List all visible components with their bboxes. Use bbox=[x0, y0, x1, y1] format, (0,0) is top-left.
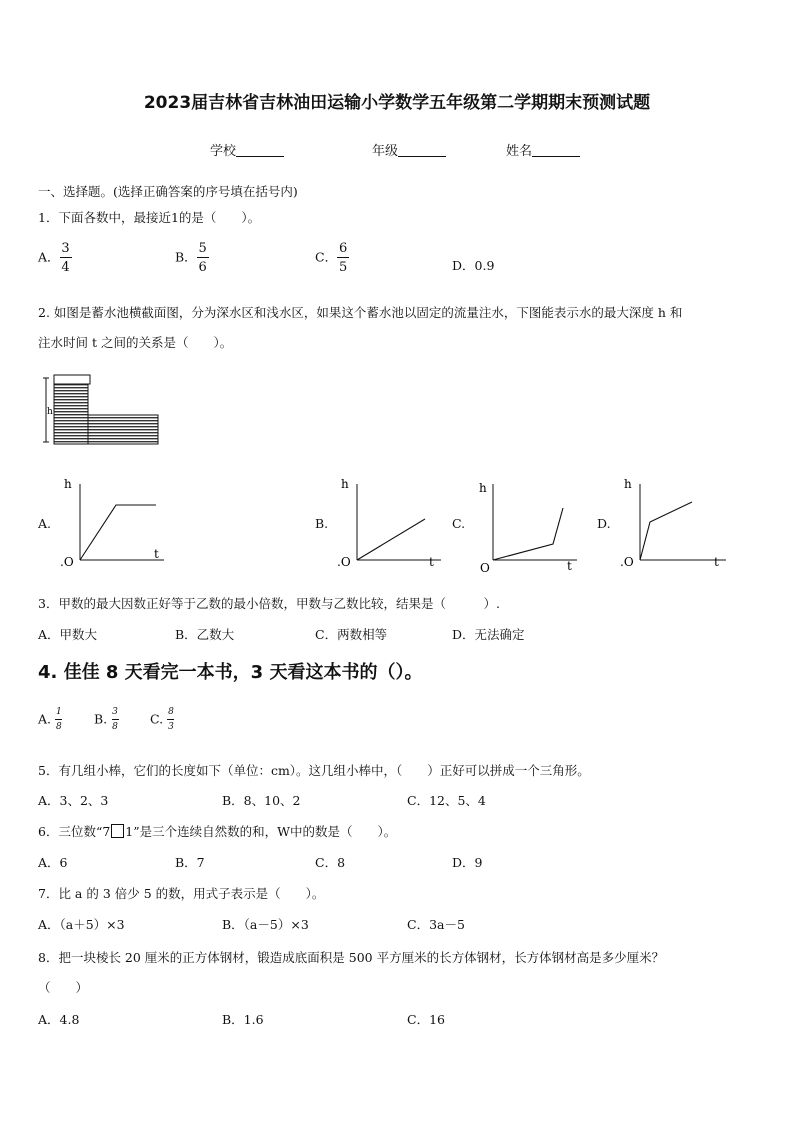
q1-c-num: 6 bbox=[338, 241, 348, 256]
graph-c-t-label: t bbox=[567, 559, 572, 573]
graph-b-h-label: h bbox=[341, 477, 349, 491]
graph-a-curve bbox=[80, 505, 156, 560]
q5-option-b: B．8、10、2 bbox=[222, 793, 301, 808]
graph-b-origin: .O bbox=[337, 555, 351, 569]
section-heading: 一、选择题。(选择正确答案的序号填在括号内) bbox=[38, 184, 298, 199]
question-5: 5．有几组小棒，它们的长度如下（单位：cm）。这几组小棒中，（ ）正好可以拼成一个三角形。 bbox=[38, 763, 590, 778]
q3-option-b: B．乙数大 bbox=[175, 627, 235, 642]
graph-a-h-label: h bbox=[64, 477, 72, 491]
q5-option-a: A．3、2、3 bbox=[38, 793, 109, 808]
question-1: 1．下面各数中，最接近1的是（ ）。 bbox=[38, 210, 261, 225]
question-3: 3．甲数的最大因数正好等于乙数的最小倍数，甲数与乙数比较，结果是（ ）. bbox=[38, 596, 500, 611]
question-7: 7．比 a 的 3 倍少 5 的数，用式子表示是（ ）。 bbox=[38, 886, 325, 901]
q8-option-c: C．16 bbox=[407, 1012, 445, 1027]
school-label: 学校 bbox=[210, 144, 237, 159]
name-blank bbox=[532, 144, 580, 157]
q3-option-a: A．甲数大 bbox=[38, 627, 98, 642]
q4-c-fraction bbox=[167, 708, 175, 732]
q2-option-a-label: A. bbox=[38, 516, 52, 531]
q1-b-num: 5 bbox=[198, 241, 207, 256]
graph-a-t-label: t bbox=[154, 547, 159, 561]
graph-c-origin: O bbox=[480, 561, 490, 575]
q1-b-fraction bbox=[197, 242, 209, 274]
q3-option-c: C．两数相等 bbox=[315, 627, 388, 642]
q1-b-label: B． bbox=[175, 249, 197, 265]
q2-option-b-label: B. bbox=[315, 516, 329, 531]
page-title: 2023届吉林省吉林油田运输小学数学五年级第二学期期末预测试题 bbox=[143, 93, 651, 113]
graph-a bbox=[58, 472, 168, 572]
q1-option-c bbox=[315, 242, 349, 274]
graph-d-origin: .O bbox=[620, 555, 634, 569]
q6-option-d: D．9 bbox=[452, 855, 483, 870]
tank-depth-label: h bbox=[47, 407, 53, 417]
question-8-line-1: 8．把一块棱长 20 厘米的正方体钢材，锻造成底面积是 500 平方厘米的长方体钢材，长方体钢材高是多少厘米？ bbox=[38, 950, 665, 965]
q4-c-den: 3 bbox=[168, 722, 174, 732]
name-label: 姓名 bbox=[506, 144, 533, 159]
q4-b-label: B. bbox=[94, 711, 108, 727]
school-blank bbox=[236, 144, 284, 157]
graph-d-curve bbox=[640, 502, 692, 560]
q4-a-num: 1 bbox=[56, 707, 62, 717]
graph-d bbox=[618, 472, 733, 572]
graph-b bbox=[335, 472, 445, 572]
q2-option-c-label: C. bbox=[452, 516, 466, 531]
q1-a-den: 4 bbox=[61, 260, 70, 275]
q8-option-b: B．1.6 bbox=[222, 1012, 264, 1027]
q1-c-den: 5 bbox=[338, 260, 348, 275]
graph-b-curve bbox=[357, 519, 425, 560]
q3-option-d: D．无法确定 bbox=[452, 627, 525, 642]
question-6 bbox=[38, 822, 396, 840]
q1-option-d: D．0.9 bbox=[452, 258, 495, 273]
tank-cross-section bbox=[40, 372, 165, 447]
graph-c-h-label: h bbox=[479, 481, 487, 495]
graph-d-t-label: t bbox=[714, 555, 719, 569]
question-4: 4. 佳佳 8 天看完一本书，3 天看这本书的（）。 bbox=[38, 662, 423, 683]
question-2-line-1: 2. 如图是蓄水池横截面图，分为深水区和浅水区，如果这个蓄水池以固定的流量注水，下图能表示水的最大深度 h 和 bbox=[38, 305, 683, 320]
q1-option-a bbox=[38, 242, 72, 274]
graph-b-t-label: t bbox=[429, 555, 434, 569]
q4-a-den: 8 bbox=[56, 722, 62, 732]
question-2-line-2: 注水时间 t 之间的关系是（ ）。 bbox=[38, 335, 233, 350]
q4-b-fraction bbox=[111, 708, 119, 732]
q4-option-b bbox=[94, 708, 119, 732]
graph-d-h-label: h bbox=[624, 477, 632, 491]
q1-a-num: 3 bbox=[61, 241, 70, 256]
q6-pre: 6．三位数“7 bbox=[38, 824, 111, 839]
q6-option-a: A．6 bbox=[38, 855, 68, 870]
q8-option-a: A．4.8 bbox=[38, 1012, 80, 1027]
q2-option-d-label: D. bbox=[597, 516, 611, 531]
q4-c-label: C. bbox=[150, 711, 164, 727]
q1-b-den: 6 bbox=[198, 260, 207, 275]
q7-option-c: C．3a－5 bbox=[407, 917, 465, 932]
q4-option-c bbox=[150, 708, 175, 732]
q4-b-num: 3 bbox=[112, 707, 118, 717]
q1-c-label: C． bbox=[315, 249, 338, 265]
q4-b-den: 8 bbox=[112, 722, 118, 732]
q1-option-b bbox=[175, 242, 209, 274]
q1-a-fraction bbox=[60, 242, 72, 274]
q4-a-fraction bbox=[55, 708, 63, 732]
school-field bbox=[210, 140, 284, 159]
grade-blank bbox=[398, 144, 446, 157]
q4-option-a bbox=[38, 708, 63, 732]
grade-field bbox=[372, 140, 446, 159]
q4-c-num: 8 bbox=[168, 707, 174, 717]
question-8-line-2: （ ） bbox=[38, 980, 89, 995]
q1-c-fraction bbox=[337, 242, 349, 274]
name-field bbox=[506, 140, 580, 159]
q6-option-c: C．8 bbox=[315, 855, 346, 870]
q4-a-label: A. bbox=[38, 711, 52, 727]
q6-post: 1”是三个连续自然数的和，W中的数是（ ）。 bbox=[125, 824, 397, 839]
graph-c bbox=[475, 476, 585, 576]
q6-option-b: B．7 bbox=[175, 855, 205, 870]
grade-label: 年级 bbox=[372, 144, 399, 159]
q1-a-label: A． bbox=[38, 249, 60, 265]
graph-c-curve bbox=[493, 508, 563, 560]
q7-option-b: B．（a－5）×3 bbox=[222, 917, 309, 932]
q6-blank-box bbox=[111, 824, 124, 838]
graph-a-origin: .O bbox=[60, 555, 74, 569]
q5-option-c: C．12、5、4 bbox=[407, 793, 486, 808]
q7-option-a: A．（a＋5）×3 bbox=[38, 917, 125, 932]
